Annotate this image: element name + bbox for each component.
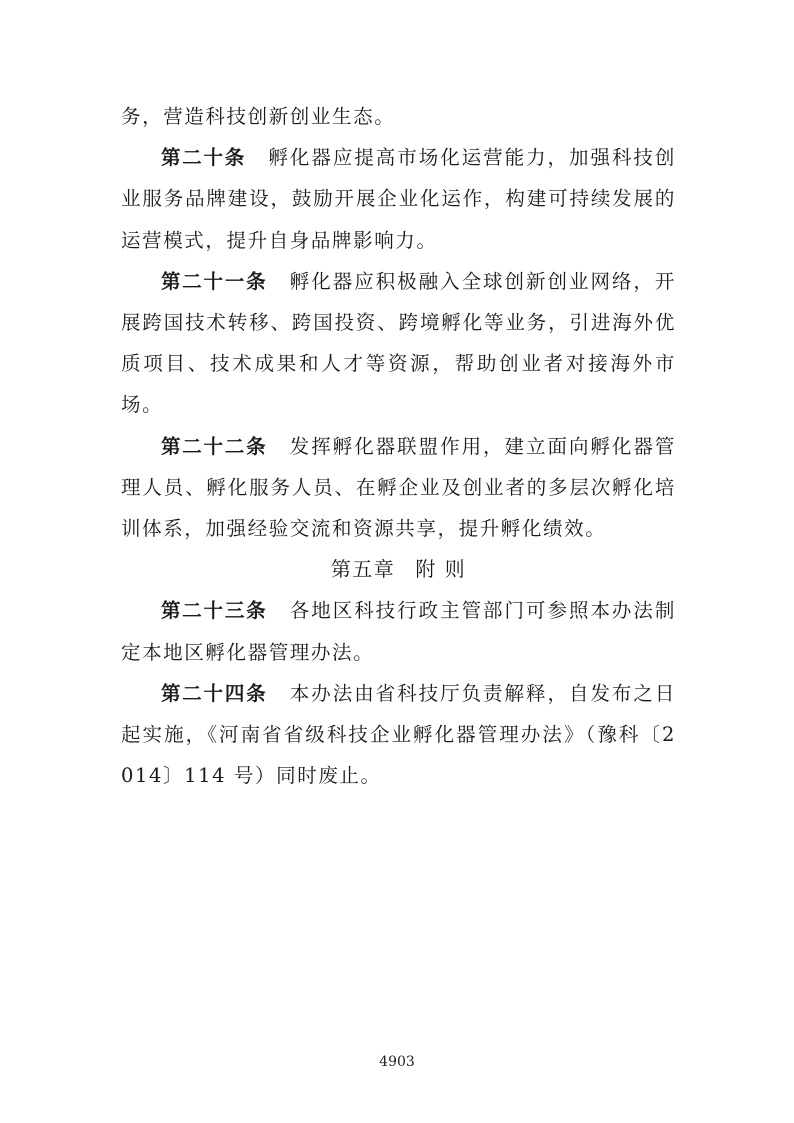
document-body xyxy=(121,96,676,796)
page-number: 4903 xyxy=(379,1054,415,1070)
article-text: 孵化器应积极融入全球创新创业网络，开展跨国技术转移、跨国投资、跨境孵化等业务，引进海外优质项目、技术成果和人才等资源，帮助创业者对接海外市场。 xyxy=(121,269,676,417)
article-20 xyxy=(121,137,676,261)
article-text: 本办法由省科技厅负责解释，自发布之日起实施，《河南省省级科技企业孵化器管理办法》（豫科〔2014〕114 号）同时废止。 xyxy=(121,681,676,788)
article-text: 发挥孵化器联盟作用，建立面向孵化器管理人员、孵化服务人员、在孵企业及创业者的多层次孵化培训体系，加强经验交流和资源共享，提升孵化绩效。 xyxy=(121,434,676,541)
article-number: 第二十二条 xyxy=(161,434,268,458)
article-23 xyxy=(121,590,676,672)
chapter-number: 第五章 xyxy=(330,557,396,582)
article-number: 第二十条 xyxy=(161,146,247,170)
continuation-text: 务，营造科技创新创业生态。 xyxy=(121,105,396,128)
article-number: 第二十三条 xyxy=(161,599,268,623)
article-24 xyxy=(121,673,676,797)
article-text: 孵化器应提高市场化运营能力，加强科技创业服务品牌建设，鼓励开展企业化运作，构建可持续发展的运营模式，提升自身品牌影响力。 xyxy=(121,146,676,252)
chapter-heading xyxy=(121,549,676,590)
article-number: 第二十四条 xyxy=(161,681,268,705)
article-22 xyxy=(121,426,676,550)
article-text: 各地区科技行政主管部门可参照本办法制定本地区孵化器管理办法。 xyxy=(121,599,676,664)
paragraph-continuation xyxy=(121,96,676,137)
article-21 xyxy=(121,261,676,426)
chapter-title: 附 则 xyxy=(415,557,467,582)
article-number: 第二十一条 xyxy=(161,269,268,293)
